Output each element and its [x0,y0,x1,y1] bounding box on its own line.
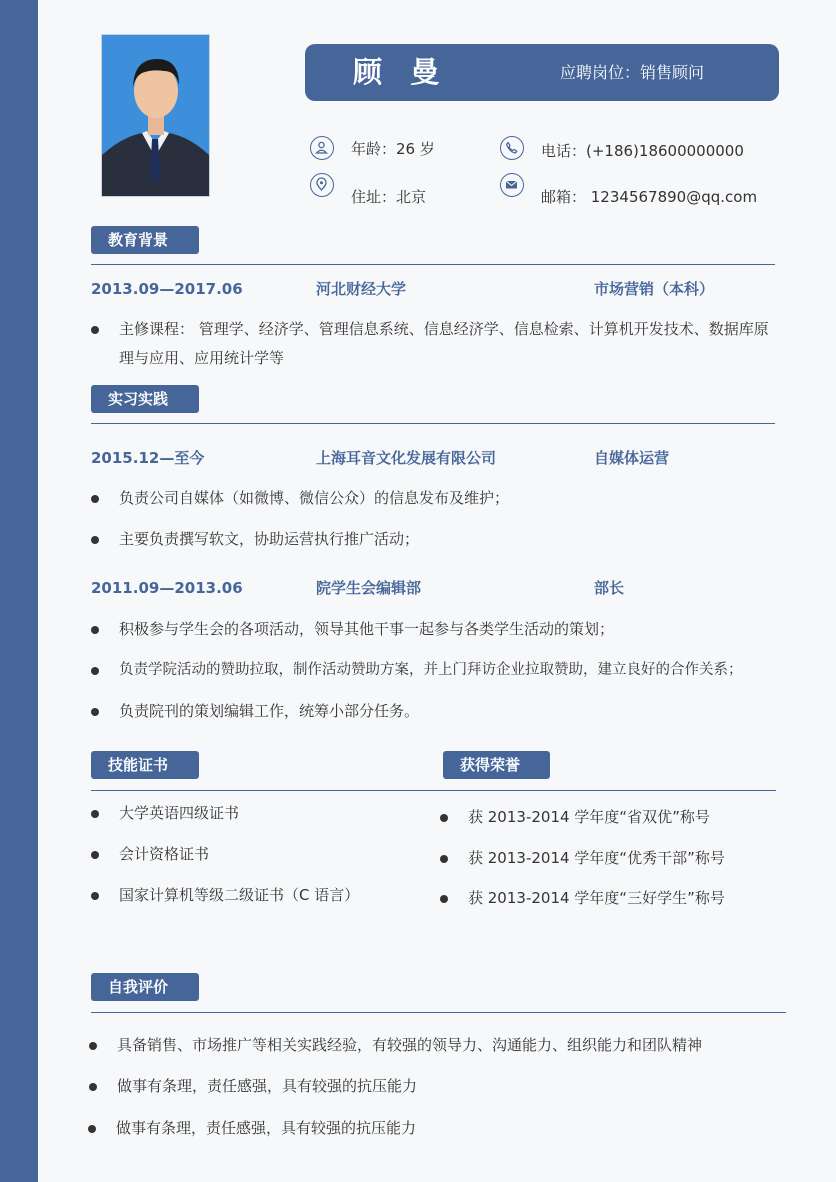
bullet-dot [91,626,99,634]
name-banner [305,44,779,101]
list-item-text: 获 2013-2014 学年度“三好学生”称号 [468,889,725,907]
mail-icon [500,173,524,197]
list-item-text: 大学英语四级证书 [119,804,240,822]
age-text: 年龄：26 岁 [351,140,435,158]
list-item-text: 获 2013-2014 学年度“省双优”称号 [468,808,710,826]
education-period: 2013.09—2017.06 [91,280,243,298]
list-item-text: 做事有条理，责任感强，具有较强的抗压能力 [117,1077,418,1095]
section-tag-self-eval: 自我评价 [91,973,199,1001]
applied-position: 应聘岗位：销售顾问 [560,63,705,82]
education-courses [91,315,776,373]
bullet-dot [91,495,99,503]
education-school: 河北财经大学 [316,280,407,298]
bullet-dot [91,810,99,818]
bullet-dot [89,1042,97,1050]
bullet-dot [91,708,99,716]
list-item-text: 国家计算机等级二级证书（C 语言） [119,886,360,904]
job-org: 院学生会编辑部 [316,579,422,597]
section-tag-skills: 技能证书 [91,751,199,779]
education-rule [91,264,775,265]
job-period: 2011.09—2013.06 [91,579,243,597]
candidate-name: 顾 曼 [353,55,449,89]
phone-icon [500,136,524,160]
person-icon [310,136,334,160]
bullet-dot [91,892,99,900]
list-item-text: 负责公司自媒体（如微博、微信公众）的信息发布及维护； [119,489,510,507]
cutoff-line [88,1114,688,1137]
section-tag-honors: 获得荣誉 [443,751,550,779]
list-item-text: 做事有条理，责任感强，具有较强的抗压能力 [116,1119,417,1137]
bullet-dot [440,855,448,863]
job-period: 2015.12—至今 [91,449,205,467]
bullet-dot [89,1083,97,1091]
list-item-text: 具备销售、市场推广等相关实践经验，有较强的领导力、沟通能力、组织能力和团队精神 [117,1036,703,1054]
list-item-text: 获 2013-2014 学年度“优秀干部”称号 [468,849,725,867]
left-accent-bar [0,0,38,1182]
education-major: 市场营销（本科） [594,280,715,298]
skills-rule [91,790,776,791]
job-org: 上海耳音文化发展有限公司 [316,449,497,467]
list-item-text: 负责学院活动的赞助拉取，制作活动赞助方案，并上门拜访企业拉取赞助，建立良好的合作关系； [119,662,743,678]
practice-rule [91,423,775,424]
location-icon [310,173,334,197]
phone-text: 电话：(+186)18600000000 [541,142,744,160]
list-item-text: 主要负责撰写软文，协助运营执行推广活动； [119,530,420,548]
bullet-dot [440,814,448,822]
bullet-dot [440,895,448,903]
bullet-dot [91,326,99,334]
profile-photo [101,34,210,197]
bullet-dot [91,536,99,544]
bullet-dot [88,1125,96,1133]
list-item-text: 积极参与学生会的各项活动，领导其他干事一起参与各类学生活动的策划； [119,620,615,638]
list-item-text: 会计资格证书 [119,845,210,863]
email-text: 邮箱： 1234567890@qq.com [541,188,758,206]
address-text: 住址：北京 [351,188,427,206]
bullet-dot [91,851,99,859]
section-tag-practice: 实习实践 [91,385,199,413]
bullet-dot [91,667,99,675]
job-role: 自媒体运营 [594,449,670,467]
courses-text: 主修课程： 管理学、经济学、管理信息系统、信息经济学、信息检索、计算机开发技术、数据库原理与应用、应用统计学等 [119,320,769,367]
section-tag-education: 教育背景 [91,226,199,254]
list-item-text: 负责院刊的策划编辑工作，统筹小部分任务。 [119,702,420,720]
job-role: 部长 [594,579,625,597]
self-eval-rule [91,1012,786,1013]
